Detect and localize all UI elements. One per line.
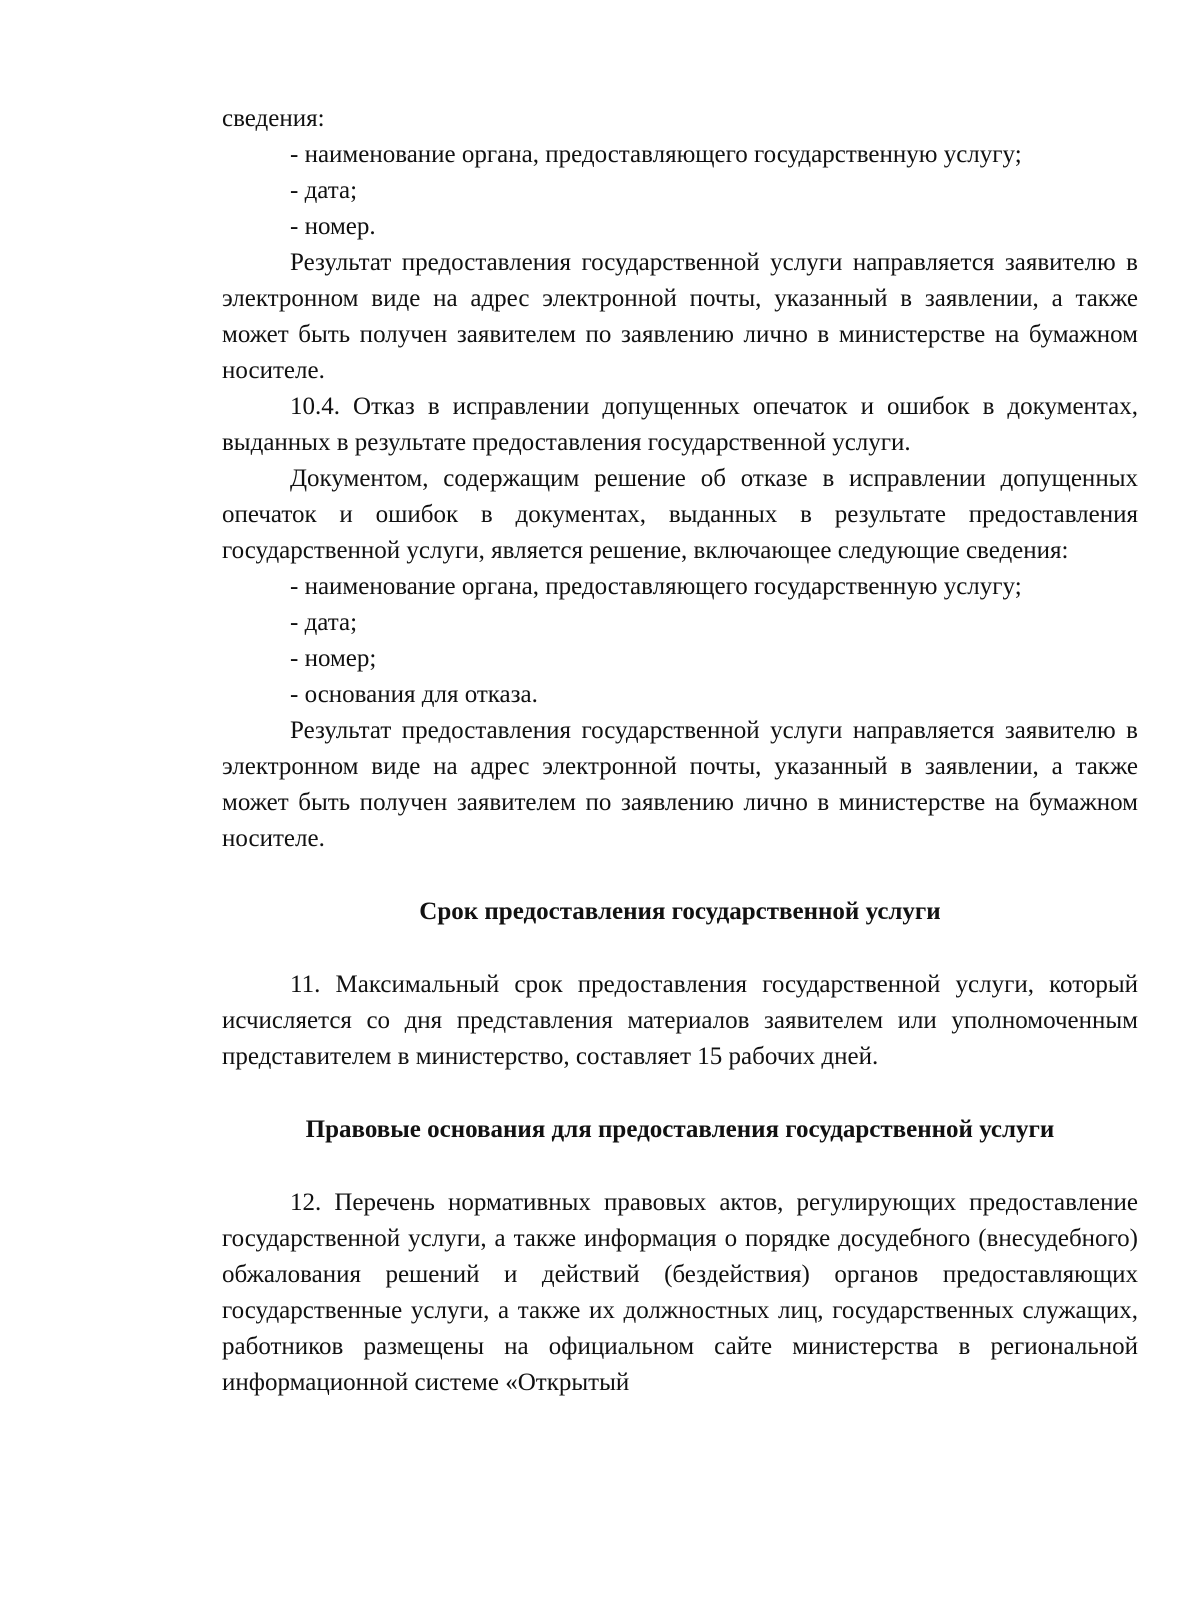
section-heading-term: Срок предоставления государственной услуги: [419, 898, 941, 925]
refusal-document-paragraph: Документом, содержащим решение об отказе в исправлении допущенных опечаток и ошибок в документах, выданных в результате предоставления государственной услуги, является решение, включающее следующие сведения:: [222, 465, 1138, 564]
list-item-date: - дата;: [290, 609, 358, 636]
point-10-4-paragraph: 10.4. Отказ в исправлении допущенных опечаток и ошибок в документах, выданных в результате предоставления государственной услуги.: [222, 393, 1138, 456]
result-paragraph: Результат предоставления государственной услуги направляется заявителю в электронном виде на адрес электронной почты, указанный в заявлении, а также может быть получен заявителем по заявлению лично в министерстве на бумажном носителе.: [222, 249, 1138, 384]
list-item-number: - номер;: [290, 645, 377, 672]
list-item-date: - дата;: [290, 177, 358, 204]
list-item-refusal-grounds: - основания для отказа.: [290, 681, 538, 708]
section-heading-legal: Правовые основания для предоставления государственной услуги: [305, 1116, 1055, 1143]
list-item-organ: - наименование органа, предоставляющего государственную услугу;: [290, 141, 1022, 168]
list-item-number: - номер.: [290, 213, 376, 240]
point-12-paragraph: 12. Перечень нормативных правовых актов, регулирующих предоставление государственной услуги, а также информация о порядке досудебного (внесудебного) обжалования решений и действий (бездействия) органов предоставляющих государственные услуги, а также их должностных лиц, государственных служащих, работников размещены на официальном сайте министерства в региональной информационной системе «Открытый: [222, 1189, 1138, 1396]
list-item-organ: - наименование органа, предоставляющего государственную услугу;: [290, 573, 1022, 600]
point-11-paragraph: 11. Максимальный срок предоставления государственной услуги, который исчисляется со дня представления материалов заявителем или уполномоченным представителем в министерство, составляет 15 рабочих дней.: [222, 971, 1138, 1070]
lead-text: сведения:: [222, 105, 325, 132]
document-text: [222, 101, 1138, 1401]
result-paragraph: Результат предоставления государственной услуги направляется заявителю в электронном виде на адрес электронной почты, указанный в заявлении, а также может быть получен заявителем по заявлению лично в министерстве на бумажном носителе.: [222, 717, 1138, 852]
